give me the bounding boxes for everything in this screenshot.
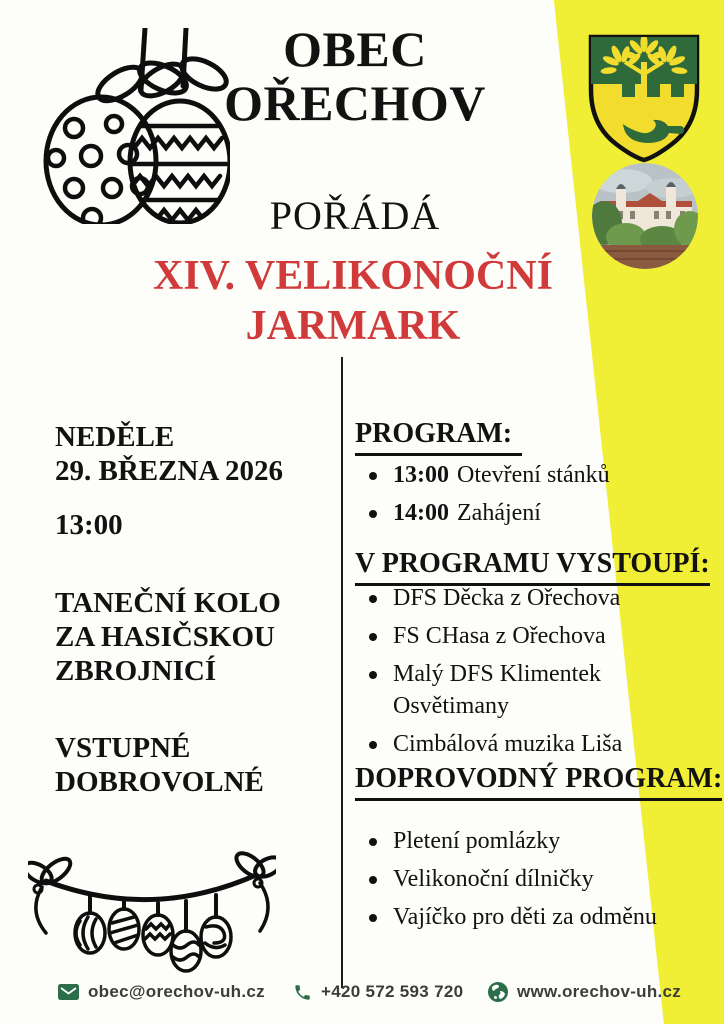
venue-line2: ZA HASIČSKOU: [55, 621, 275, 654]
side-program-item: Pletení pomlázky: [355, 826, 685, 857]
admission-info: [55, 731, 325, 799]
event-time: 13:00: [55, 509, 123, 541]
organization-name: [182, 22, 528, 130]
village-photo: [592, 163, 698, 269]
side-program-heading: DOPROVODNÝ PROGRAM:: [355, 763, 722, 801]
performer-item: Malý DFS Klimentek Osvětimany: [355, 659, 655, 721]
footer-website-text: www.orechov-uh.cz: [517, 982, 682, 1001]
side-program-item: Velikonoční dílničky: [355, 864, 685, 895]
performers-heading: V PROGRAMU VYSTOUPÍ:: [355, 548, 710, 586]
venue-line3: ZBROJNICÍ: [55, 655, 217, 688]
side-program-item: Vajíčko pro děti za odměnu: [355, 902, 685, 933]
program-item-time: 14:00: [393, 500, 449, 527]
event-title: [125, 252, 581, 351]
program-item-text: Zahájení: [457, 500, 541, 527]
org-line1: OBEC: [283, 21, 427, 77]
footer-email: [58, 982, 265, 1002]
phone-icon: [293, 983, 312, 1002]
performer-item: Cimbálová muzika Liša: [355, 729, 655, 760]
footer-phone: [293, 982, 463, 1002]
globe-icon: [488, 982, 508, 1002]
event-venue: [55, 586, 325, 689]
admission-line1: VSTUPNÉ: [55, 732, 191, 764]
venue-line1: TANEČNÍ KOLO: [55, 587, 281, 619]
footer-phone-text: +420 572 593 720: [321, 982, 464, 1001]
event-date: [55, 420, 325, 488]
date-full: 29. BŘEZNA 2026: [55, 455, 284, 488]
admission-line2: DOBROVOLNÉ: [55, 766, 264, 799]
subtitle: POŘÁDÁ: [269, 193, 441, 238]
program-heading: PROGRAM:: [355, 418, 522, 456]
date-weekday: NEDĚLE: [55, 421, 175, 453]
egg-garland-illustration: [28, 843, 276, 979]
footer-email-text: obec@orechov-uh.cz: [88, 982, 265, 1001]
program-item-text: Otevření stánků: [457, 462, 610, 488]
envelope-icon: [58, 984, 79, 1000]
program-list: [355, 460, 655, 536]
coat-of-arms: [585, 32, 703, 164]
program-item: [355, 498, 655, 529]
column-divider: [341, 357, 343, 988]
org-line2: OŘECHOV: [224, 75, 486, 131]
event-title-line1: XIV. VELIKONOČNÍ: [153, 253, 553, 299]
program-item-time: 13:00: [393, 462, 449, 488]
performers-list: [355, 583, 655, 767]
performer-item: DFS Děcka z Ořechova: [355, 583, 655, 614]
side-program-list: [355, 826, 685, 941]
footer-website: [488, 982, 681, 1002]
performer-item: FS CHasa z Ořechova: [355, 621, 655, 652]
program-item: [355, 460, 655, 491]
event-title-line2: JARMARK: [245, 302, 461, 349]
